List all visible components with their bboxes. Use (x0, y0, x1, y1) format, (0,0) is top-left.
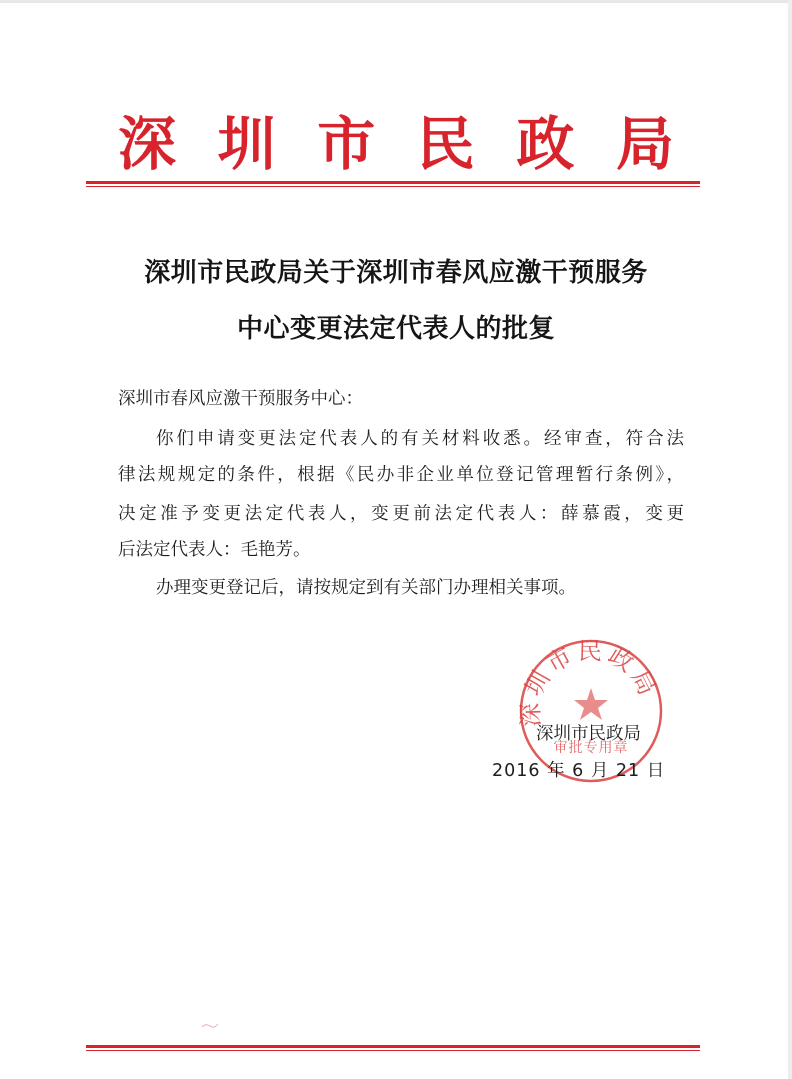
footer-rule-thick (86, 1045, 700, 1048)
svg-text:审批专用章: 审批专用章 (553, 740, 629, 756)
issuer-signature: 深圳市民政局 (536, 724, 641, 744)
letterhead (118, 112, 674, 176)
letterhead-char: 圳 (217, 110, 276, 178)
letterhead-rule-thick (86, 181, 700, 184)
body-line: 决定准予变更法定代表人，变更前法定代表人：薛慕霞，变更 (118, 504, 684, 524)
letterhead-char: 深 (118, 110, 177, 178)
letterhead-char: 民 (416, 110, 475, 178)
letterhead-char: 政 (516, 110, 575, 178)
scan-edge-top (0, 0, 792, 3)
scan-edge-right (788, 0, 792, 1079)
body-line: 律法规规定的条件，根据《民办非企业单位登记管理暂行条例》， (118, 465, 684, 485)
letterhead-rule-thin (86, 186, 700, 187)
document-title-line-1: 深圳市民政局关于深圳市春风应激干预服务 (144, 258, 648, 288)
letterhead-char: 市 (317, 110, 376, 178)
scan-speck-icon (200, 1020, 220, 1030)
footer-rule-thin (86, 1050, 700, 1051)
body-line: 后法定代表人：毛艳芳。 (118, 540, 311, 560)
svg-text:深圳市民政局: 深圳市民政局 (516, 636, 664, 728)
salutation: 深圳市春风应激干预服务中心： (118, 389, 363, 409)
body-line: 办理变更登记后，请按规定到有关部门办理相关事项。 (156, 578, 576, 598)
issue-date: 2016 年 6 月 21 日 (492, 761, 666, 781)
letterhead-char: 局 (615, 110, 674, 178)
document-title-line-2: 中心变更法定代表人的批复 (236, 314, 555, 344)
body-line: 你们申请变更法定代表人的有关材料收悉。经审查，符合法 (156, 429, 684, 449)
